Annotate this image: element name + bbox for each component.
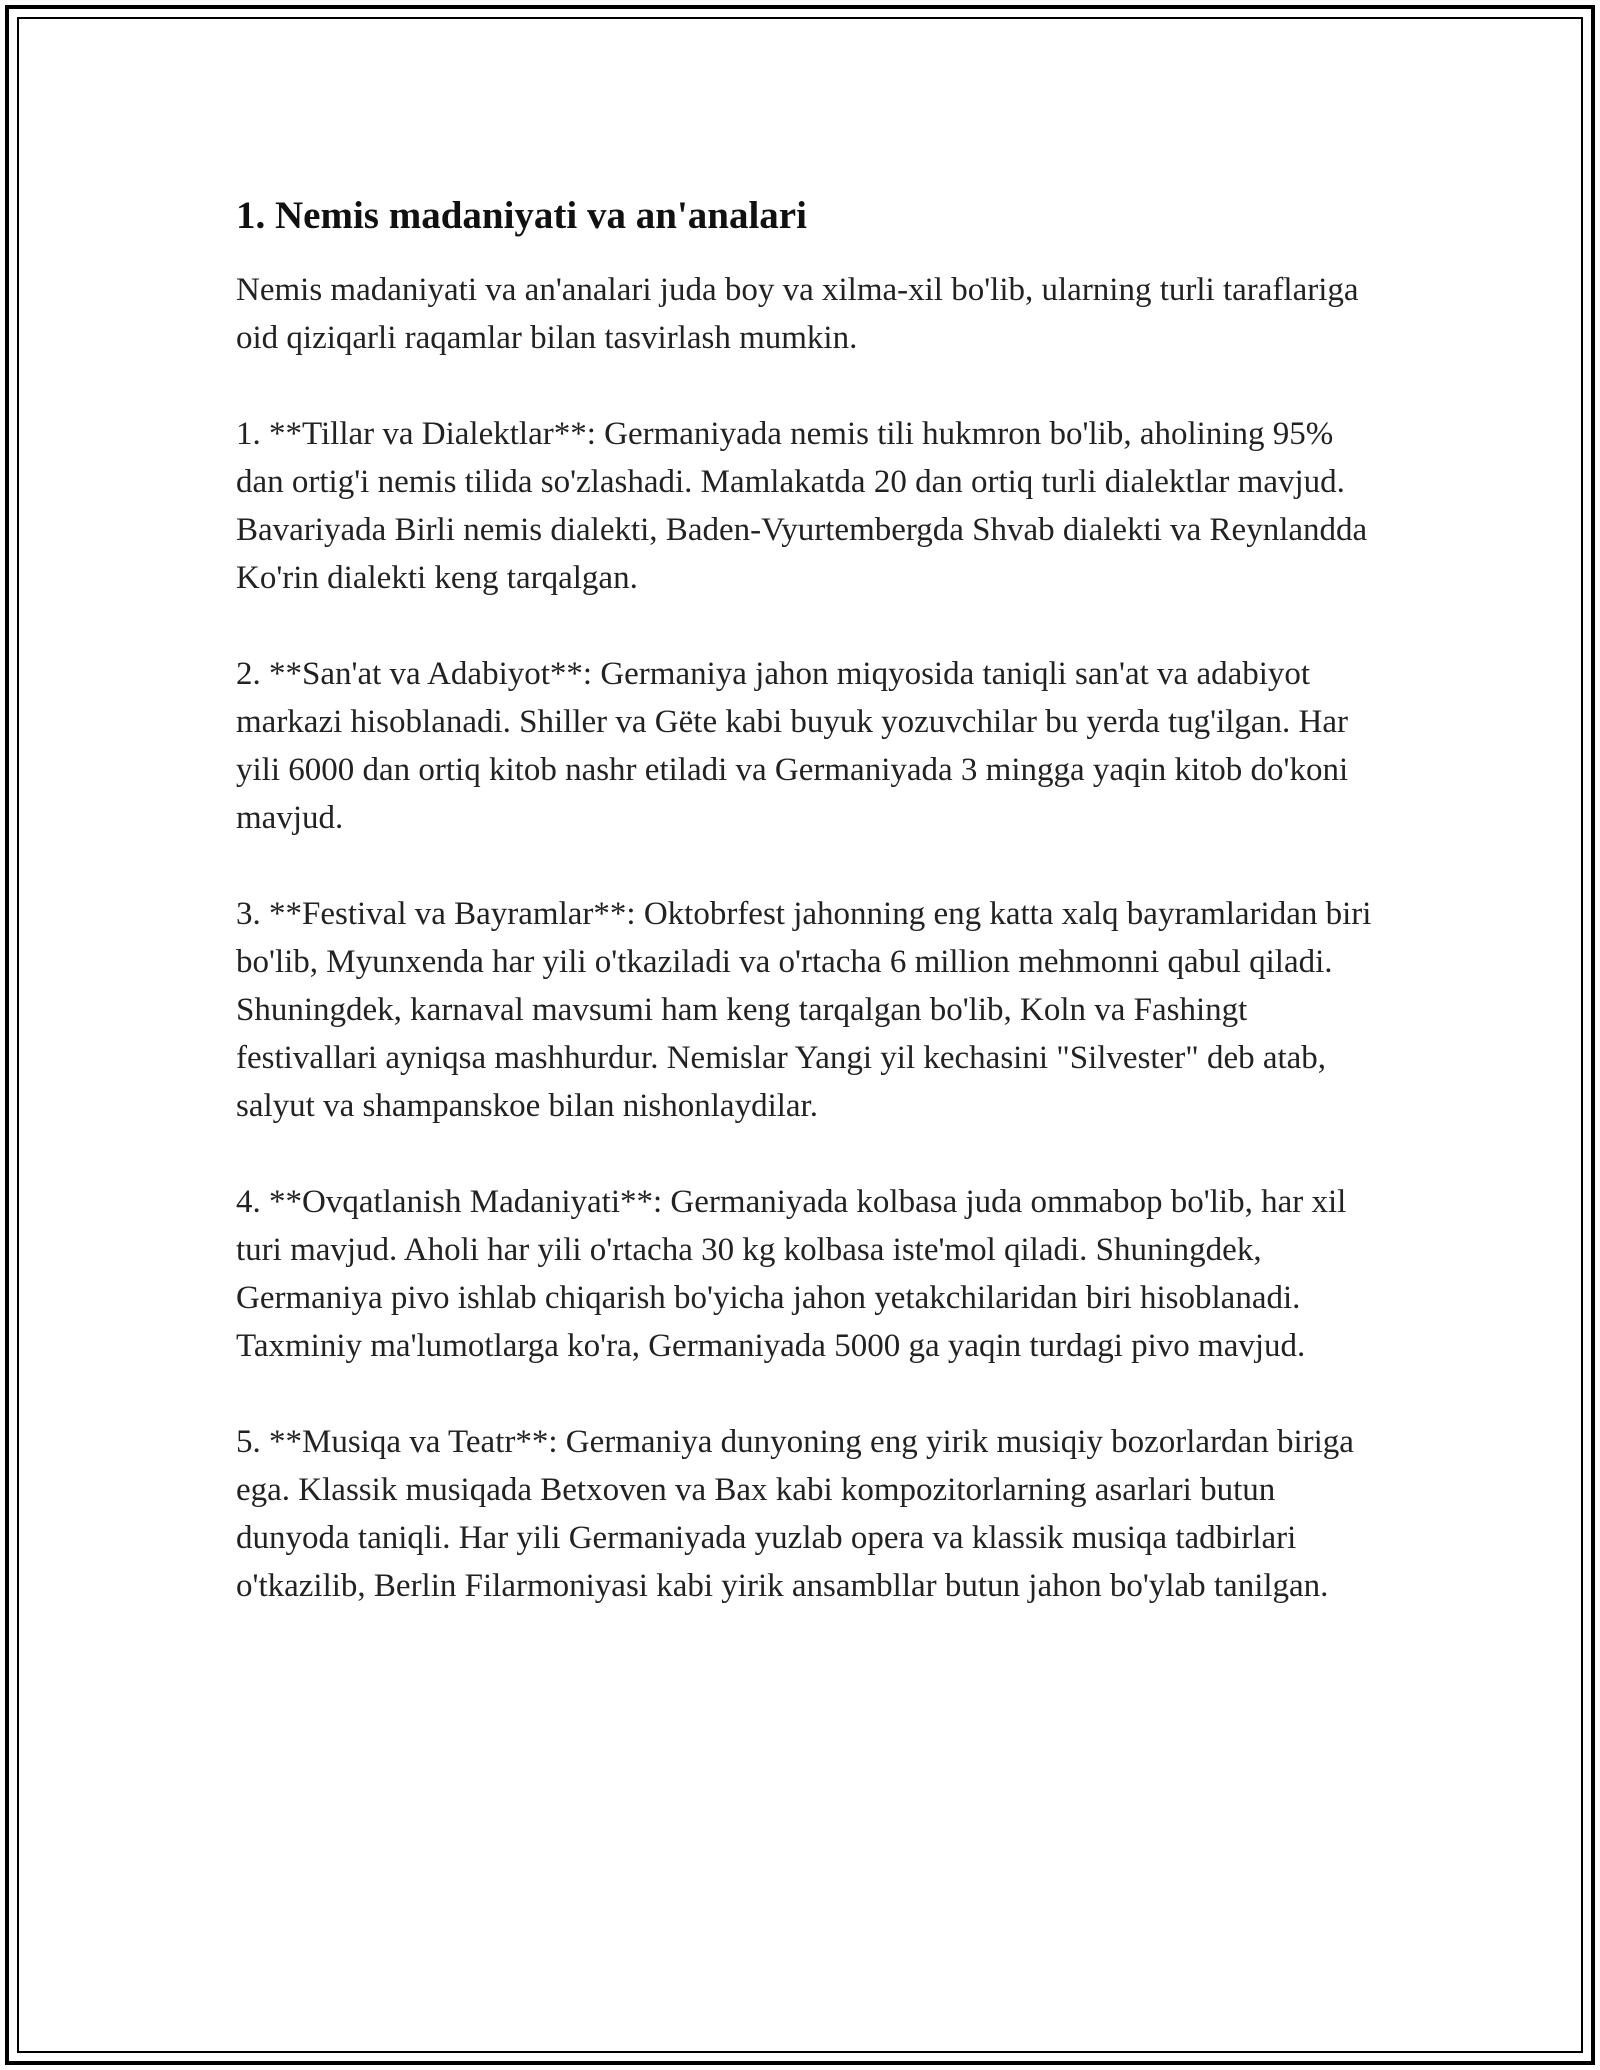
section-heading: 1. Nemis madaniyati va an'analari [236, 194, 807, 237]
intro-paragraph: Nemis madaniyati va an'analari juda boy va xilma-xil bo'lib, ularning turli taraflariga oid qiziqarli raqamlar bilan tasvirlash mumkin. [236, 272, 1359, 356]
paragraph-languages: 1. **Tillar va Dialektlar**: Germaniyada nemis tili hukmron bo'lib, aholining 95% dan ortig'i nemis tilida so'zlashadi. Mamlakatda 20 dan ortiq turli dialektlar mavjud. Bavariyada Birli nemis dialekti, Baden-Vyurtembergda Shvab dialekti va Reynlandda Ko'rin dialekti keng tarqalgan. [236, 416, 1368, 596]
paragraph-festivals: 3. **Festival va Bayramlar**: Oktobrfest jahonning eng katta xalq bayramlaridan biri bo'lib, Myunxenda har yili o'tkaziladi va o'rtacha 6 million mehmonni qabul qiladi. Shuningdek, karnaval mavsumi ham keng tarqalgan bo'lib, Koln va Fashingt festivallari ayniqsa mashhurdur. Nemislar Yangi yil kechasini "Silvester" deb atab, salyut va shampanskoe bilan nishonlaydilar. [236, 896, 1372, 1124]
paragraph-food-culture: 4. **Ovqatlanish Madaniyati**: Germaniyada kolbasa juda ommabop bo'lib, har xil turi mavjud. Aholi har yili o'rtacha 30 kg kolbasa iste'mol qiladi. Shuningdek, Germaniya pivo ishlab chiqarish bo'yicha jahon yetakchilaridan biri hisoblanadi. Taxminiy ma'lumotlarga ko'ra, Germaniyada 5000 ga yaqin turdagi pivo mavjud. [236, 1184, 1347, 1364]
document-body [236, 188, 1376, 1658]
paragraph-music-theatre: 5. **Musiqa va Teatr**: Germaniya dunyoning eng yirik musiqiy bozorlardan biriga ega. Klassik musiqada Betxoven va Bax kabi kompozitorlarning asarlari butun dunyoda taniqli. Har yili Germaniyada yuzlab opera va klassik musiqa tadbirlari o'tkazilib, Berlin Filarmoniyasi kabi yirik ansambllar butun jahon bo'ylab tanilgan. [236, 1424, 1354, 1604]
paragraph-art-literature: 2. **San'at va Adabiyot**: Germaniya jahon miqyosida taniqli san'at va adabiyot markazi hisoblanadi. Shiller va Gëte kabi buyuk yozuvchilar bu yerda tug'ilgan. Har yili 6000 dan ortiq kitob nashr etiladi va Germaniyada 3 mingga yaqin kitob do'koni mavjud. [236, 656, 1349, 836]
